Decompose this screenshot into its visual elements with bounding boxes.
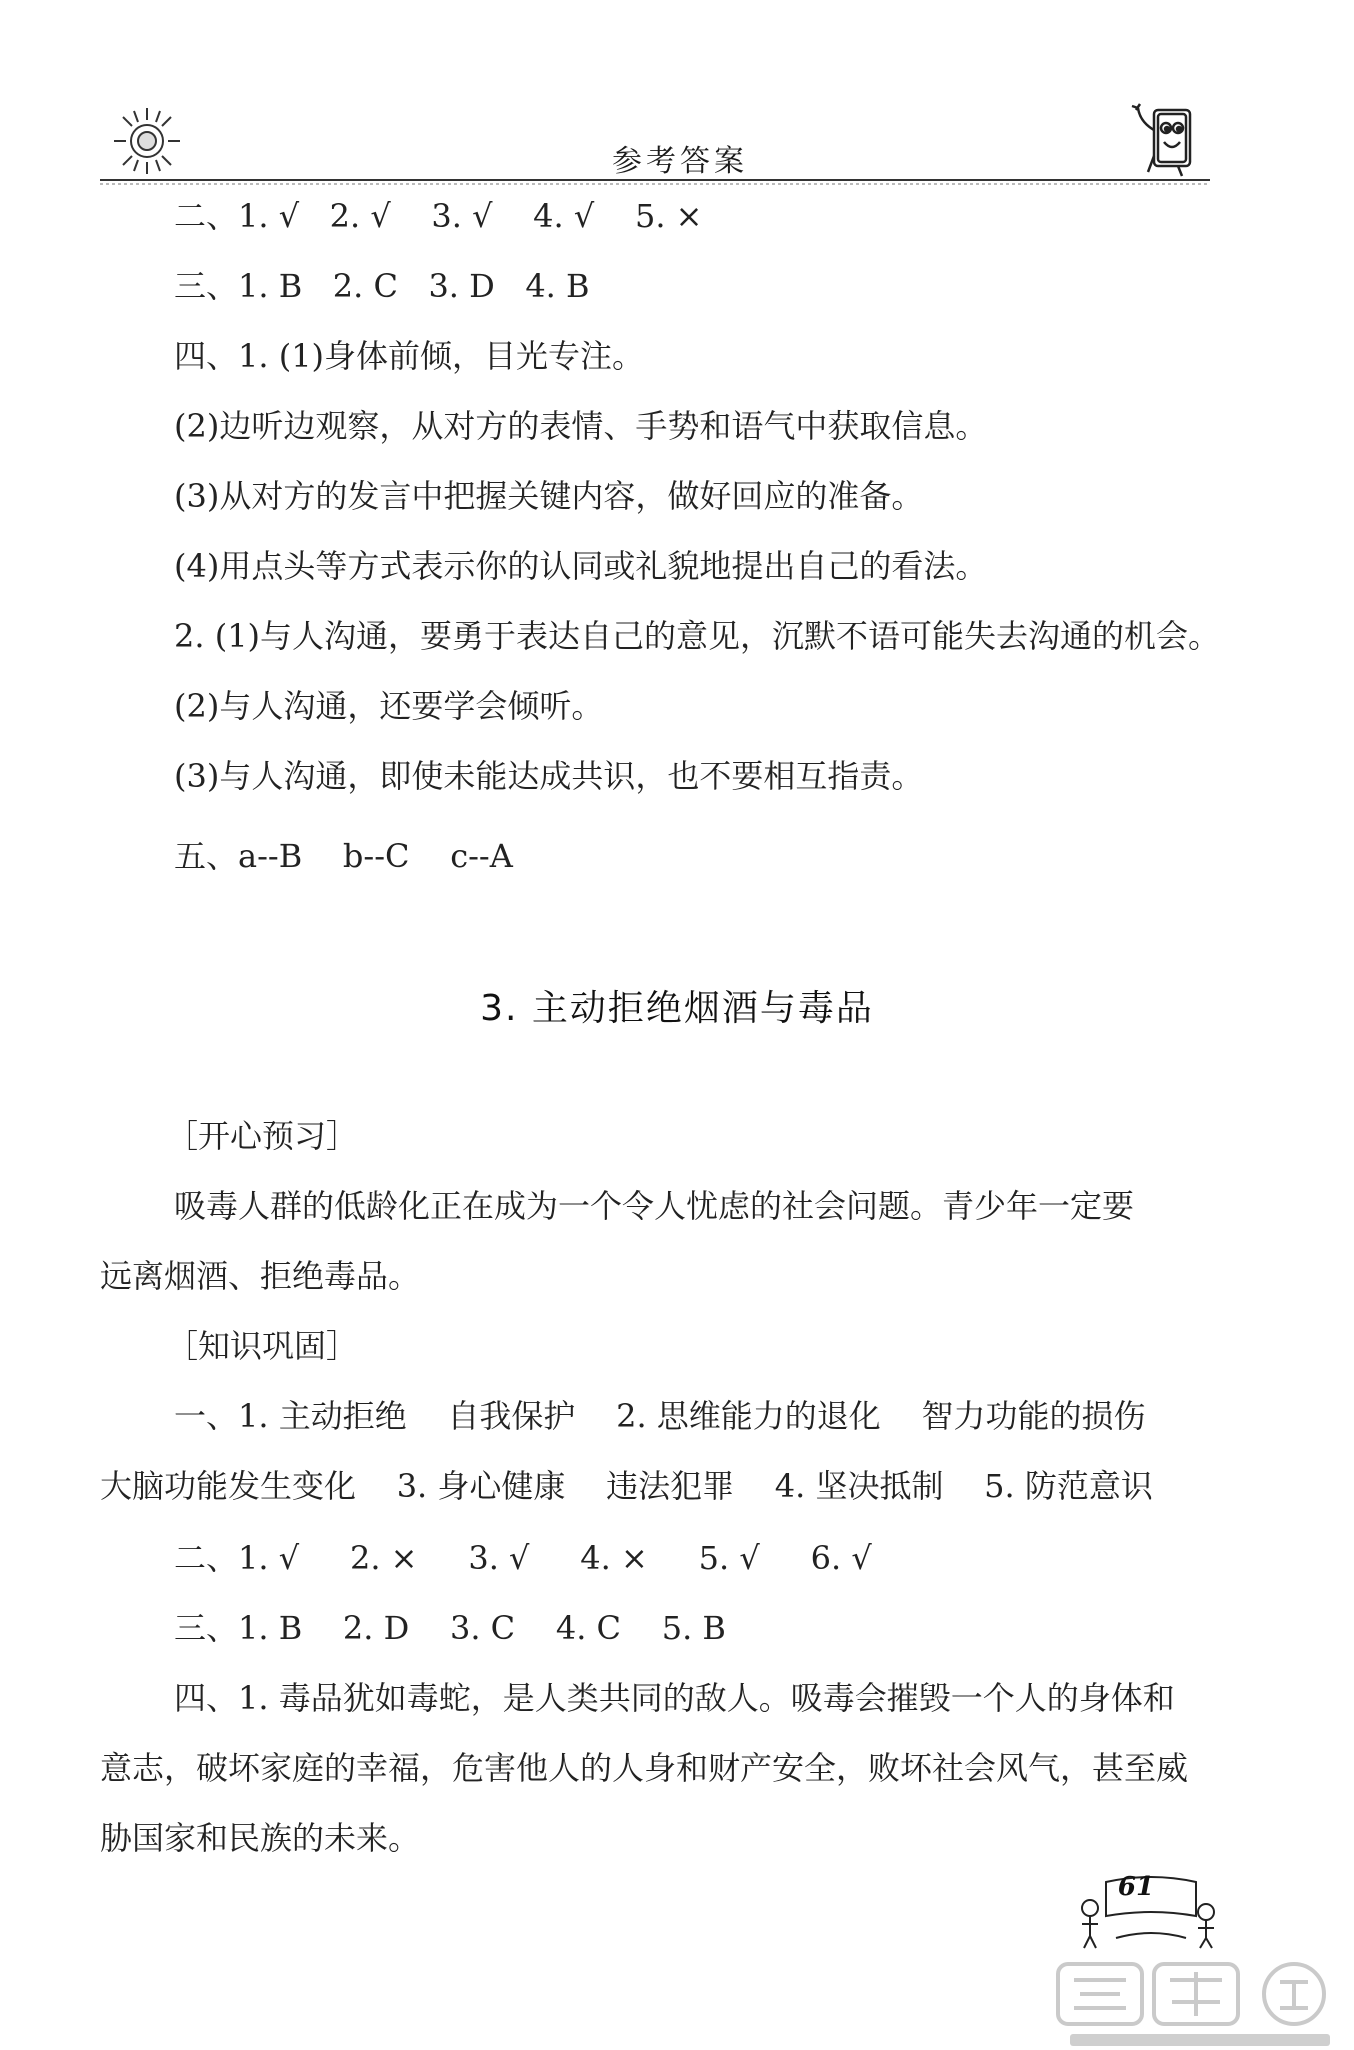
answer-line: 远离烟酒、拒绝毒品。 <box>100 1257 421 1295</box>
answer-line: (2)与人沟通，还要学会倾听。 <box>174 687 604 725</box>
answer-line: (3)从对方的发言中把握关键内容，做好回应的准备。 <box>174 477 924 515</box>
answer-line: (4)用点头等方式表示你的认同或礼貌地提出自己的看法。 <box>174 547 988 585</box>
answer-line: 四、1. (1)身体前倾，目光专注。 <box>174 337 645 375</box>
book-mascot-icon <box>1128 100 1208 180</box>
answer-line: 三、1. B 2. D 3. C 4. C 5. B <box>174 1609 726 1647</box>
header-rule <box>100 176 1210 186</box>
answer-line: 胁国家和民族的未来。 <box>100 1819 421 1857</box>
watermark-logo <box>1050 1958 1350 2050</box>
answer-line: 三、1. B 2. C 3. D 4. B <box>174 267 590 305</box>
subsection-label: ［开心预习］ <box>166 1117 359 1155</box>
answer-line: 二、1. √ 2. √ 3. √ 4. √ 5. × <box>174 197 703 235</box>
sun-icon <box>112 106 182 176</box>
answer-line: 大脑功能发生变化 3. 身心健康 违法犯罪 4. 坚决抵制 5. 防范意识 <box>100 1467 1153 1505</box>
answer-line: (2)边听边观察，从对方的表情、手势和语气中获取信息。 <box>174 407 988 445</box>
answer-line: 意志，破坏家庭的幸福，危害他人的人身和财产安全，败坏社会风气，甚至威 <box>100 1749 1189 1787</box>
answer-line: 一、1. 主动拒绝 自我保护 2. 思维能力的退化 智力功能的损伤 <box>174 1397 1146 1435</box>
answer-line: 二、1. √ 2. × 3. √ 4. × 5. √ 6. √ <box>174 1539 872 1577</box>
answer-line: 吸毒人群的低龄化正在成为一个令人忧虑的社会问题。青少年一定要 <box>174 1187 1135 1225</box>
answer-line: (3)与人沟通，即使未能达成共识，也不要相互指责。 <box>174 757 924 795</box>
subsection-label: ［知识巩固］ <box>166 1327 359 1365</box>
header-title: 参考答案 <box>612 144 748 179</box>
answer-line: 四、1. 毒品犹如毒蛇，是人类共同的敌人。吸毒会摧毁一个人的身体和 <box>174 1679 1175 1717</box>
section-title: 3. 主动拒绝烟酒与毒品 <box>480 988 874 1029</box>
page-number: 61 <box>1117 1872 1155 1902</box>
answer-line: 五、a--B b--C c--A <box>174 837 513 875</box>
answer-line: 2. (1)与人沟通，要勇于表达自己的意见，沉默不语可能失去沟通的机会。 <box>174 617 1221 655</box>
